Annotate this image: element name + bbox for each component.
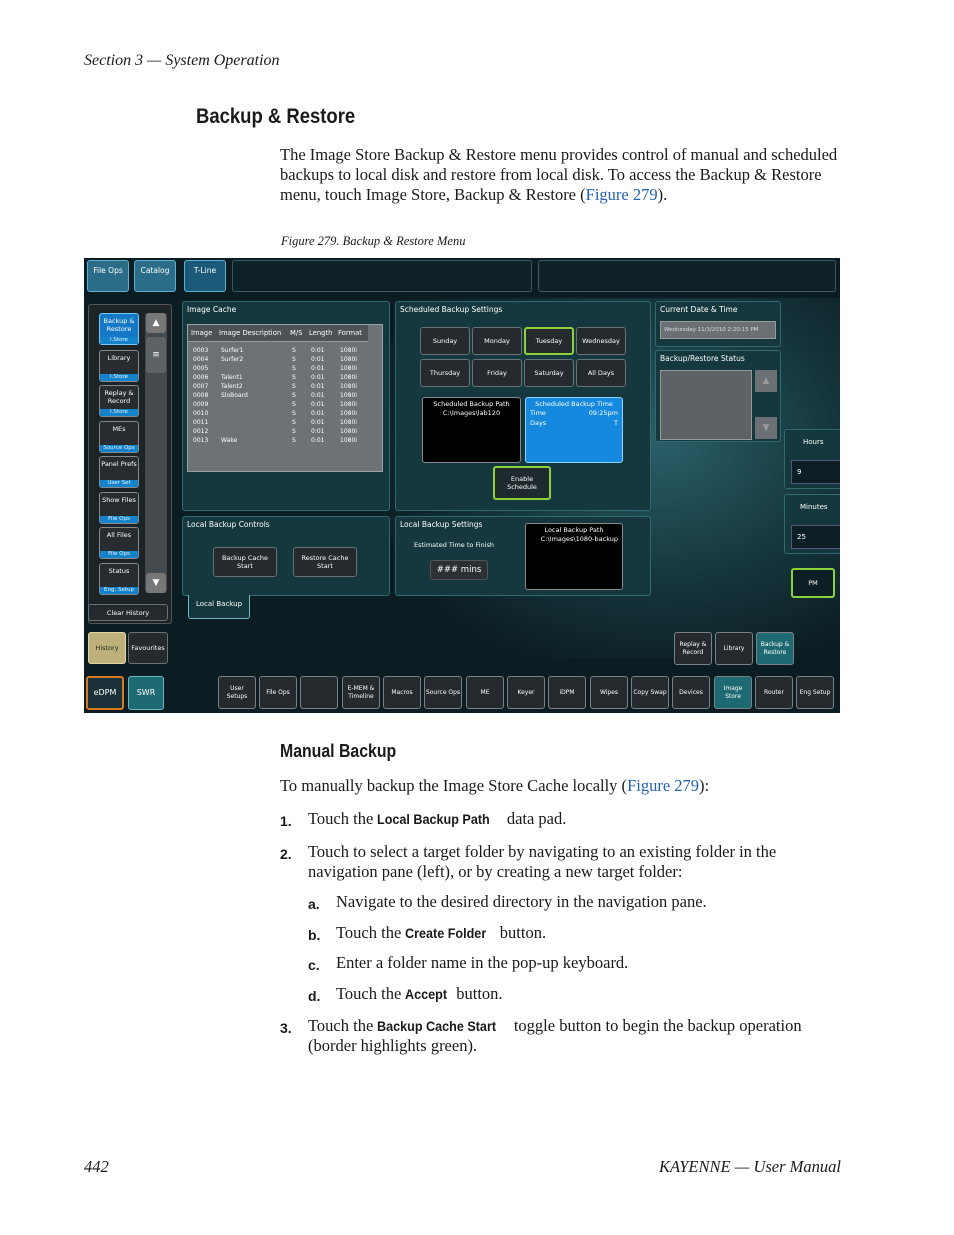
minutes-field[interactable]: 25: [791, 525, 840, 549]
figure-caption: Figure 279. Backup & Restore Menu: [281, 234, 466, 248]
sidebar-panel-prefs[interactable]: Panel Prefs User Set: [99, 456, 139, 488]
table-row[interactable]: 0004 Surfer2 S 0:01 1080i: [193, 356, 357, 363]
table-row[interactable]: 0013 Wake S 0:01 1080i: [193, 437, 357, 444]
estimated-time-value: ### mins: [430, 560, 488, 580]
hours-field[interactable]: 9: [791, 460, 840, 484]
subtab-replay-record[interactable]: Replay & Record: [674, 632, 712, 665]
table-row[interactable]: 0011 S 0:01 1080i: [193, 419, 357, 426]
section-header: Section 3 — System Operation: [84, 52, 280, 69]
manual-backup-intro: To manually backup the Image Store Cache locally (Figure 279):: [280, 776, 710, 795]
bottom-tab-bar: [218, 676, 838, 710]
sidebar-scrollbar[interactable]: [145, 313, 167, 593]
day-thursday-button[interactable]: Thursday: [420, 359, 470, 387]
day-all-days-button[interactable]: All Days: [576, 359, 626, 387]
scheduled-backup-path-pad[interactable]: Scheduled Backup Path C:\Images\lab120: [422, 397, 521, 463]
subtab-library[interactable]: Library: [715, 632, 753, 665]
estimated-time-label: Estimated Time to Finish: [414, 541, 494, 549]
step-1: 1. Touch the Local Backup Path data pad.: [280, 809, 567, 829]
step-2d: d. Touch the Accept button.: [308, 984, 503, 1004]
sidebar-backup-restore[interactable]: Backup & Restore I.Store: [99, 313, 139, 345]
subtab-backup-restore[interactable]: Backup & Restore: [756, 632, 794, 665]
top-tab-catalog[interactable]: Catalog: [134, 260, 176, 292]
tab-emem-timeline[interactable]: E-MEM & Timeline: [342, 676, 380, 709]
table-row[interactable]: 0005 S 0:01 1080i: [193, 365, 357, 372]
tab-eng-setup[interactable]: Eng Setup: [796, 676, 834, 709]
local-backup-path-pad[interactable]: Local Backup Path C:\Images\1080-backup: [525, 523, 623, 590]
backup-cache-start-button[interactable]: Backup Cache Start: [213, 547, 277, 577]
table-row[interactable]: 0012 S 0:01 1080i: [193, 428, 357, 435]
day-sunday-button[interactable]: Sunday: [420, 327, 470, 355]
image-cache-table[interactable]: [187, 324, 383, 472]
clear-history-button[interactable]: Clear History: [88, 604, 168, 621]
table-row[interactable]: 0007 Talent2 S 0:01 1080i: [193, 383, 357, 390]
history-sidebar: [88, 304, 172, 624]
sidebar-show-files[interactable]: Show Files File Ops: [99, 492, 139, 524]
table-row[interactable]: 0008 SloBoard S 0:01 1080i: [193, 392, 357, 399]
scheduled-backup-panel: [395, 301, 651, 511]
tab-copy-swap[interactable]: Copy Swap: [631, 676, 669, 709]
current-datetime-panel: Current Date & Time Wednesday 11/3/2010 2:20:15 PM: [655, 301, 781, 347]
edpm-button[interactable]: eDPM: [86, 676, 124, 710]
tab-file-ops[interactable]: File Ops: [259, 676, 297, 709]
favourites-button[interactable]: Favourites: [128, 632, 168, 664]
status-display: [660, 370, 752, 440]
enable-schedule-button[interactable]: Enable Schedule: [493, 466, 551, 500]
tab-idpm[interactable]: iDPM: [548, 676, 586, 709]
tab-me[interactable]: ME: [466, 676, 504, 709]
scheduled-backup-title: Scheduled Backup Settings: [400, 305, 503, 314]
section-title: Backup & Restore: [196, 105, 356, 128]
status-scroll-down-icon[interactable]: ▼: [755, 417, 777, 439]
restore-cache-start-button[interactable]: Restore Cache Start: [293, 547, 357, 577]
tab-macros[interactable]: Macros: [383, 676, 421, 709]
scroll-up-icon[interactable]: ▲: [146, 313, 166, 333]
history-button[interactable]: History: [88, 632, 126, 664]
table-row[interactable]: 0006 Talent1 S 0:01 1080i: [193, 374, 357, 381]
sidebar-status[interactable]: Status Eng. Setup: [99, 563, 139, 595]
image-cache-header: Image Image Description M/S Length Format: [188, 325, 368, 342]
manual-backup-heading: Manual Backup: [280, 741, 397, 761]
tab-blank[interactable]: [300, 676, 338, 709]
day-wednesday-button[interactable]: Wednesday: [576, 327, 626, 355]
pm-button[interactable]: PM: [791, 568, 835, 598]
top-blank-area-right: [538, 260, 836, 292]
footer-product: KAYENNE — User Manual: [659, 1157, 841, 1176]
sidebar-replay-record[interactable]: Replay & Record I.Store: [99, 385, 139, 417]
day-tuesday-button[interactable]: Tuesday: [524, 327, 574, 355]
step-2b: b. Touch the Create Folder button.: [308, 923, 547, 943]
top-tab-t-line[interactable]: T-Line: [184, 260, 226, 292]
intro-paragraph: The Image Store Backup & Restore menu provides control of manual and scheduled backups to local disk and restore from local disk. To access the Backup & Restore menu, touch Image Store, Backup & Restore (Figure 279).: [280, 145, 838, 204]
day-monday-button[interactable]: Monday: [472, 327, 522, 355]
sidebar-all-files[interactable]: All Files File Ops: [99, 527, 139, 559]
figure-link[interactable]: Figure 279: [585, 185, 658, 204]
step-2a: a. Navigate to the desired directory in the navigation pane.: [308, 892, 707, 912]
tab-router[interactable]: Router: [755, 676, 793, 709]
day-saturday-button[interactable]: Saturday: [524, 359, 574, 387]
tab-devices[interactable]: Devices: [672, 676, 710, 709]
image-cache-title: Image Cache: [187, 305, 237, 314]
sidebar-library[interactable]: Library I.Store: [99, 350, 139, 382]
local-backup-settings-panel: Local Backup Settings Estimated Time to Finish ### mins Local Backup Path C:\Images\1080-backup: [395, 516, 651, 596]
scroll-down-icon[interactable]: ▼: [146, 573, 166, 593]
top-blank-area: [232, 260, 532, 292]
tab-source-ops[interactable]: Source Ops: [424, 676, 462, 709]
swr-button[interactable]: SWR: [128, 676, 164, 710]
step-2: 2. Touch to select a target folder by navigating to an existing folder in the navigation pane (left), or by creating a new target folder:: [280, 842, 777, 881]
status-scroll-up-icon[interactable]: ▲: [755, 370, 777, 392]
step-3: 3. Touch the Backup Cache Start toggle button to begin the backup operation (border highlights green).: [280, 1016, 802, 1055]
figure-link[interactable]: Figure 279: [627, 776, 700, 795]
backup-restore-menu-screenshot: [84, 258, 840, 713]
scroll-thumb[interactable]: ≡: [146, 337, 166, 373]
scheduled-backup-time-pad[interactable]: Scheduled Backup Time Time 09:25pm Days T: [525, 397, 623, 463]
sidebar-mes[interactable]: MEs Source Ops: [99, 421, 139, 453]
day-friday-button[interactable]: Friday: [472, 359, 522, 387]
local-backup-controls-panel: Local Backup Controls Backup Cache Start Restore Cache Start: [182, 516, 390, 596]
page-number: 442: [84, 1157, 109, 1176]
table-row[interactable]: 0009 S 0:01 1080i: [193, 401, 357, 408]
tab-keyer[interactable]: Keyer: [507, 676, 545, 709]
table-row[interactable]: 0003 Surfer1 S 0:01 1080i: [193, 347, 357, 354]
tab-user-setups[interactable]: User Setups: [218, 676, 256, 709]
step-2c: c. Enter a folder name in the pop-up keyboard.: [308, 953, 629, 973]
tab-image-store[interactable]: Image Store: [714, 676, 752, 709]
hours-panel: Hours 9: [784, 429, 840, 489]
table-row[interactable]: 0010 S 0:01 1080i: [193, 410, 357, 417]
tab-local-backup[interactable]: Local Backup: [188, 595, 250, 619]
backup-restore-status-panel: Backup/Restore Status ▲ ▼: [655, 350, 781, 442]
tab-wipes[interactable]: Wipes: [590, 676, 628, 709]
datetime-field: Wednesday 11/3/2010 2:20:15 PM: [660, 321, 776, 339]
minutes-panel: Minutes 25: [784, 494, 840, 554]
image-cache-panel: [182, 301, 390, 511]
top-tab-file-ops[interactable]: File Ops: [87, 260, 129, 292]
